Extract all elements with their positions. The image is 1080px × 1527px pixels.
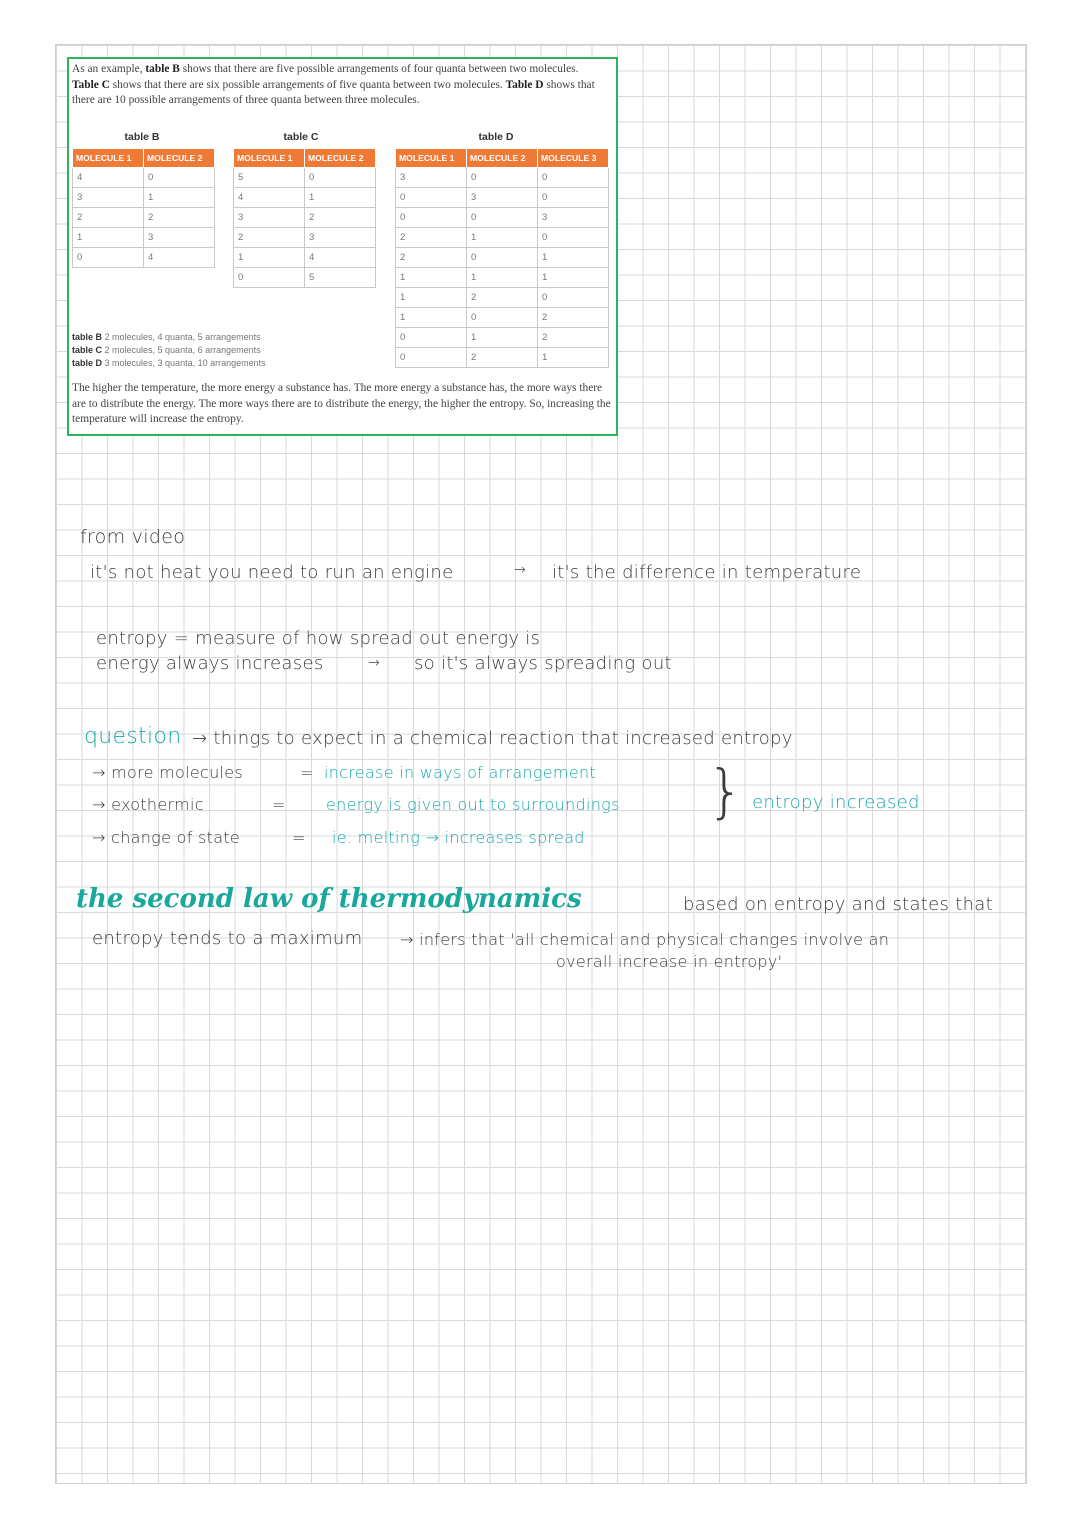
note-brace-result: entropy increased: [752, 792, 920, 813]
table-cell: 5: [305, 268, 376, 288]
textbook-clipping: [67, 57, 618, 436]
caption-text: 3 molecules, 3 quanta, 10 arrangements: [102, 358, 266, 368]
table-cell: 0: [467, 308, 538, 328]
table-d-title: table D: [478, 131, 514, 143]
table-row: [396, 228, 609, 248]
table-cell: 4: [73, 168, 144, 188]
note-law-tail: based on entropy and states that: [683, 894, 993, 915]
table-cell: 0: [538, 188, 609, 208]
arrow-icon: →: [368, 655, 381, 671]
table-cell: 0: [538, 228, 609, 248]
table-cell: 0: [305, 168, 376, 188]
table-header-cell: MOLECULE 2: [467, 149, 538, 168]
table-cell: 2: [467, 348, 538, 368]
table-cell: 0: [396, 348, 467, 368]
table-header-row: [234, 149, 376, 168]
table-row: [396, 348, 609, 368]
table-cell: 0: [73, 248, 144, 268]
table-row: [396, 268, 609, 288]
table-cell: 0: [396, 208, 467, 228]
note-energy-result: so it's always spreading out: [414, 653, 672, 674]
table-cell: 3: [305, 228, 376, 248]
table-cell: 0: [144, 168, 215, 188]
table-cell: 2: [396, 248, 467, 268]
table-row: [73, 248, 215, 268]
table-row: [234, 268, 376, 288]
table-cell: 2: [538, 308, 609, 328]
note-item-right: ie. melting → increases spread: [332, 828, 585, 847]
note-law-title: the second law of thermodynamics: [76, 884, 582, 914]
table-cell: 2: [538, 328, 609, 348]
note-law-infers: → infers that 'all chemical and physical changes involve an: [400, 930, 890, 949]
note-item-right: increase in ways of arrangement: [324, 763, 596, 782]
table-header-cell: MOLECULE 1: [234, 149, 305, 168]
table-cell: 4: [144, 248, 215, 268]
table-header-row: [396, 149, 609, 168]
table-row: [396, 248, 609, 268]
note-item-eq: =: [300, 763, 314, 782]
note-item-left: → change of state: [92, 828, 241, 847]
table-cell: 1: [538, 268, 609, 288]
table-cell: 1: [538, 248, 609, 268]
caption-line: [72, 344, 266, 357]
table-cell: 1: [396, 268, 467, 288]
table-header-cell: MOLECULE 1: [73, 149, 144, 168]
note-question-label: question: [84, 724, 182, 749]
note-law-line: entropy tends to a maximum: [92, 928, 363, 949]
intro-text: As an example,: [72, 63, 146, 75]
table-cell: 1: [396, 308, 467, 328]
tables-caption: [72, 331, 266, 370]
intro-bold-term: table B: [145, 63, 180, 75]
table-cell: 0: [467, 208, 538, 228]
table-cell: 1: [538, 348, 609, 368]
table-header-row: [73, 149, 215, 168]
table-cell: 2: [144, 208, 215, 228]
table-cell: 0: [467, 168, 538, 188]
table-row: [73, 228, 215, 248]
note-question-text: → things to expect in a chemical reaction that increased entropy: [192, 728, 793, 749]
table-cell: 0: [467, 248, 538, 268]
table-row: [396, 328, 609, 348]
table-cell: 2: [396, 228, 467, 248]
table-cell: 3: [144, 228, 215, 248]
table-cell: 3: [467, 188, 538, 208]
table-cell: 2: [73, 208, 144, 228]
table-row: [234, 248, 376, 268]
table-cell: 0: [396, 328, 467, 348]
curly-brace-icon: }: [707, 757, 744, 825]
caption-label: table B: [72, 332, 103, 342]
table-row: [73, 188, 215, 208]
note-item-eq: =: [272, 795, 286, 814]
caption-label: table C: [72, 345, 103, 355]
table-header-cell: MOLECULE 1: [396, 149, 467, 168]
table-row: [234, 228, 376, 248]
table-cell: 1: [234, 248, 305, 268]
table-row: [234, 208, 376, 228]
table-c-title: table C: [283, 131, 319, 143]
table-cell: 3: [234, 208, 305, 228]
note-item-eq: =: [292, 828, 306, 847]
table-cell: 4: [234, 188, 305, 208]
table-cell: 3: [396, 168, 467, 188]
note-item-right: energy is given out to surroundings: [326, 795, 620, 814]
table-cell: 3: [73, 188, 144, 208]
intro-text: shows that there are 10 possible arrangements of three quanta between three molecules.: [72, 78, 595, 107]
table-row: [396, 308, 609, 328]
table-cell: 0: [234, 268, 305, 288]
note-heat-result: it's the difference in temperature: [552, 562, 862, 583]
caption-label: table D: [72, 358, 103, 368]
table-cell: 1: [305, 188, 376, 208]
note-from-video: from video: [80, 526, 186, 548]
table-cell: 3: [538, 208, 609, 228]
table-cell: 0: [396, 188, 467, 208]
table-d: [395, 148, 609, 368]
table-cell: 4: [305, 248, 376, 268]
caption-line: [72, 331, 266, 344]
table-cell: 2: [234, 228, 305, 248]
table-header-cell: MOLECULE 2: [144, 149, 215, 168]
note-item-left: → more molecules: [92, 763, 244, 782]
note-energy-line: energy always increases: [96, 653, 324, 674]
table-cell: 1: [467, 268, 538, 288]
note-law-infers-2: overall increase in entropy': [556, 952, 783, 971]
intro-text: shows that there are six possible arrangements of five quanta between two molecules.: [109, 78, 506, 91]
table-row: [396, 288, 609, 308]
clipping-outro: The higher the temperature, the more energy a substance has. The more energy a substance has, the more ways there are to distribute the energy. The more ways there are to distribute the energy, the higher the entropy. So, increasing the temperature will increase the entropy.: [72, 382, 611, 426]
table-row: [73, 168, 215, 188]
table-b-title: table B: [124, 131, 160, 143]
intro-text: shows that there are five possible arrangements of four quanta between two molecules.: [179, 63, 579, 75]
table-c: [233, 148, 376, 288]
clipping-intro: [72, 62, 607, 109]
table-cell: 1: [467, 228, 538, 248]
table-header-cell: MOLECULE 2: [305, 149, 376, 168]
table-cell: 2: [305, 208, 376, 228]
caption-text: 2 molecules, 4 quanta, 5 arrangements: [102, 332, 261, 342]
intro-bold-term: Table C: [72, 78, 110, 91]
table-row: [234, 188, 376, 208]
table-cell: 1: [467, 328, 538, 348]
table-cell: 0: [538, 168, 609, 188]
table-cell: 2: [467, 288, 538, 308]
note-heat-line: it's not heat you need to run an engine: [90, 562, 454, 583]
arrow-icon: →: [514, 562, 527, 578]
caption-text: 2 molecules, 5 quanta, 6 arrangements: [102, 345, 261, 355]
table-row: [396, 208, 609, 228]
table-cell: 1: [144, 188, 215, 208]
table-cell: 0: [538, 288, 609, 308]
intro-bold-term: Table D: [505, 78, 544, 91]
table-row: [234, 168, 376, 188]
table-row: [396, 168, 609, 188]
note-item-left: → exothermic: [92, 795, 204, 814]
table-header-cell: MOLECULE 3: [538, 149, 609, 168]
table-b: [72, 148, 215, 268]
table-cell: 5: [234, 168, 305, 188]
table-cell: 1: [73, 228, 144, 248]
caption-line: [72, 357, 266, 370]
note-entropy-definition: entropy = measure of how spread out energy is: [96, 628, 541, 649]
table-cell: 1: [396, 288, 467, 308]
table-row: [73, 208, 215, 228]
table-row: [396, 188, 609, 208]
